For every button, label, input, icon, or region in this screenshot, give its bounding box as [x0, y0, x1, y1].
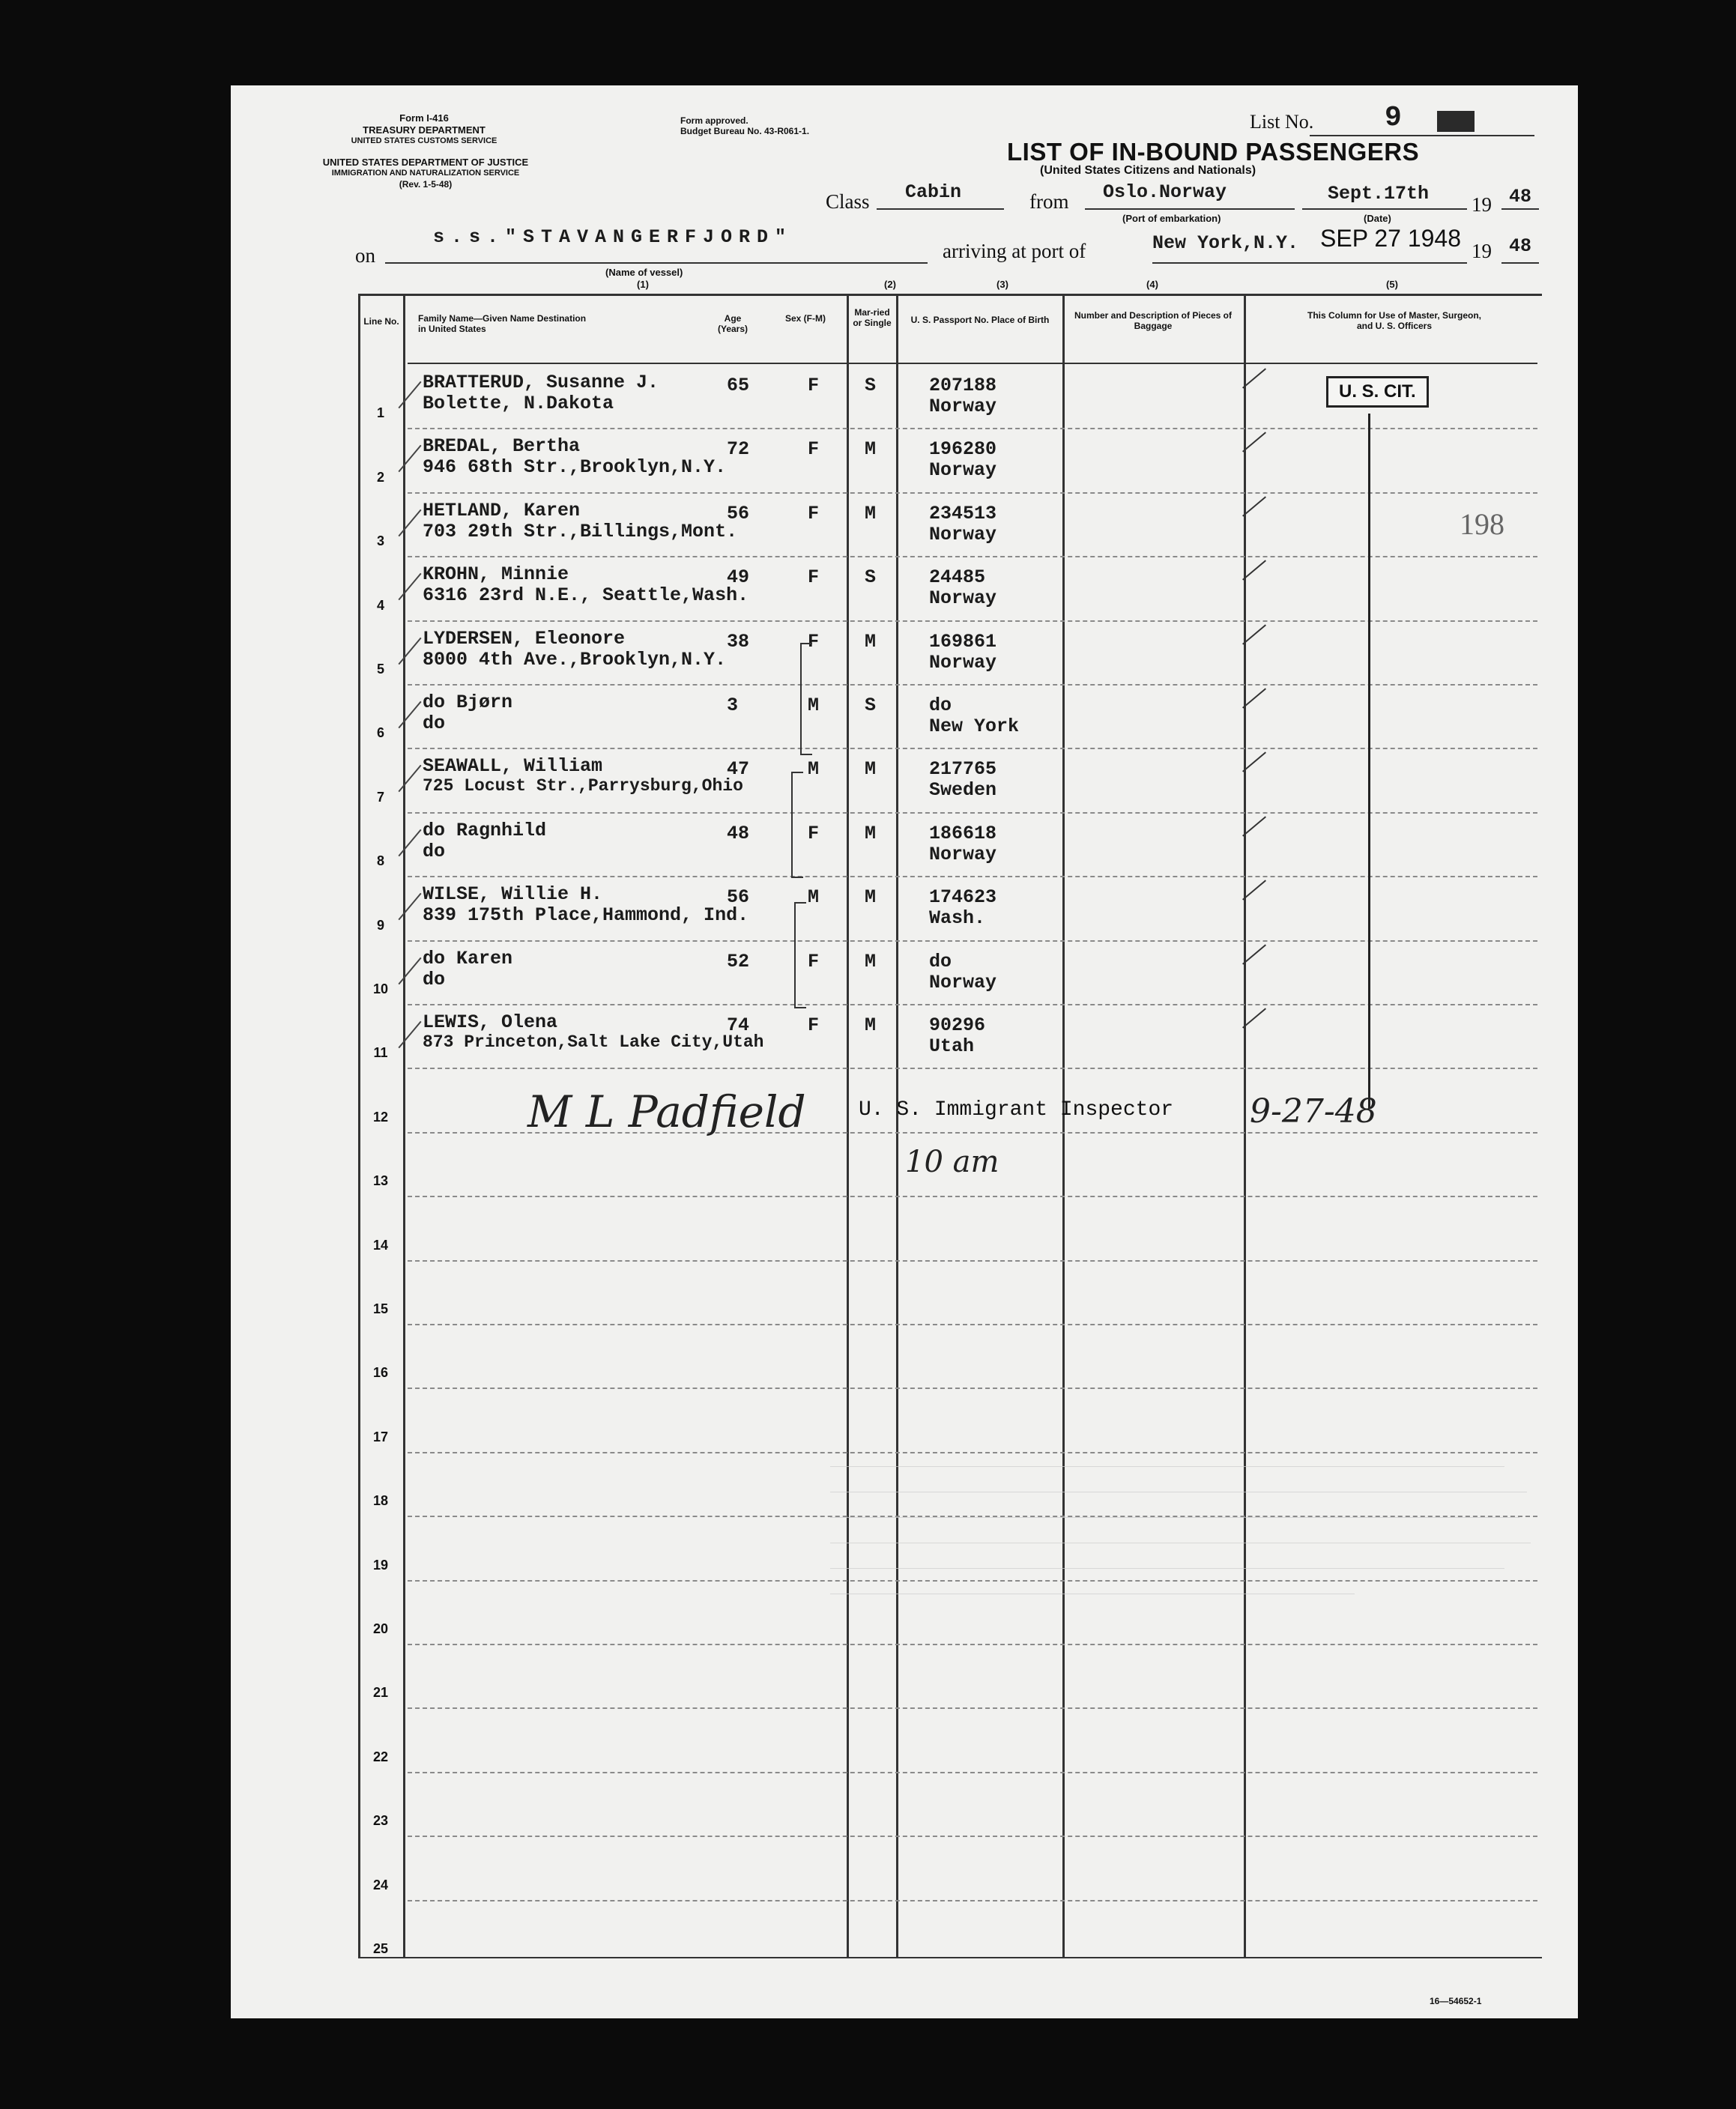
place-of-birth: Sweden [929, 779, 997, 802]
row-rule [408, 1707, 1537, 1709]
row-rule [408, 1388, 1537, 1389]
header-name: Family Name—Given Name Destination in United States [418, 313, 587, 334]
line-number: 13 [372, 1173, 389, 1189]
class-value: Cabin [905, 181, 962, 203]
rule [877, 208, 1004, 210]
from-value: Oslo.Norway [1103, 181, 1227, 203]
family-bracket [791, 772, 803, 878]
line-number: 8 [376, 853, 384, 869]
passport-number: do [929, 695, 952, 716]
rule [1152, 262, 1467, 264]
row-rule [408, 1644, 1537, 1645]
passenger-marital-status: S [865, 566, 877, 589]
passport-number: do [929, 950, 952, 972]
line-number: 7 [376, 789, 384, 805]
date-caption: (Date) [1364, 213, 1391, 224]
passenger-sex: F [808, 375, 820, 396]
rule [1310, 135, 1534, 136]
passenger-name: do Karen [423, 947, 513, 969]
passenger-sex: F [808, 566, 820, 589]
passenger-age: 56 [727, 502, 750, 524]
passenger-marital-status: S [865, 375, 877, 396]
rule [385, 262, 928, 264]
vessel-name: s.s."STAVANGERFJORD" [433, 226, 793, 248]
line-number: 17 [372, 1429, 389, 1444]
passenger-age: 52 [727, 950, 750, 972]
rule [1302, 208, 1467, 210]
line-number: 4 [376, 597, 384, 613]
department-of-justice: UNITED STATES DEPARTMENT OF JUSTICE [322, 157, 529, 168]
passenger-marital-status: M [865, 758, 877, 781]
row-rule [408, 1836, 1537, 1837]
table-bottom-rule [358, 1957, 1542, 1958]
passenger-destination: 8000 4th Ave.,Brooklyn,N.Y. [423, 648, 727, 671]
passenger-sex: M [808, 695, 820, 716]
row-rule [408, 1772, 1537, 1773]
passenger-age: 65 [727, 375, 750, 396]
passport-number: 174623 [929, 886, 997, 909]
passenger-marital-status: M [865, 822, 877, 844]
line-number: 11 [373, 1045, 388, 1061]
year-suffix: 48 [1509, 186, 1532, 208]
line-number: 10 [372, 981, 389, 996]
arriving-label: arriving at port of [943, 240, 1086, 262]
us-citizen-stamp: U. S. CIT. [1326, 376, 1429, 408]
place-of-birth: New York [929, 715, 1020, 737]
passenger-marital-status: M [865, 438, 877, 461]
passenger-destination: 873 Princeton,Salt Lake City,Utah [423, 1032, 764, 1052]
line-number: 25 [372, 1941, 389, 1956]
passenger-marital-status: M [865, 502, 877, 524]
passenger-destination: 703 29th Str.,Billings,Mont. [423, 520, 738, 542]
line-number: 9 [376, 917, 384, 933]
place-of-birth: Utah [929, 1035, 975, 1057]
row-rule [408, 1324, 1537, 1325]
passenger-sex: F [808, 502, 820, 524]
passenger-destination: 725 Locust Str.,Parrysburg,Ohio [423, 776, 743, 796]
line-number: 24 [372, 1877, 389, 1892]
table-top-rule [358, 294, 1542, 296]
passenger-age: 38 [727, 630, 750, 653]
passenger-marital-status: M [865, 886, 877, 909]
passenger-age: 56 [727, 886, 750, 909]
place-of-birth: Norway [929, 459, 997, 482]
margin-check-mark [398, 509, 421, 537]
passenger-sex: F [808, 1014, 820, 1036]
footer-code: 16—54652-1 [1430, 1996, 1482, 2006]
passenger-destination: do [423, 968, 446, 990]
line-number: 15 [372, 1301, 389, 1316]
place-of-birth: Norway [929, 587, 997, 610]
passport-number: 196280 [929, 438, 997, 461]
place-of-birth: Norway [929, 523, 997, 545]
form-approved: Form approved. [680, 115, 748, 126]
line-number: 5 [376, 662, 384, 677]
from-label: from [1029, 190, 1069, 213]
line-number: 14 [372, 1237, 389, 1253]
family-bracket [800, 643, 812, 755]
passenger-destination: Bolette, N.Dakota [423, 393, 614, 414]
passenger-name: HETLAND, Karen [423, 499, 581, 521]
rule [1501, 262, 1539, 264]
row-rule [408, 1260, 1537, 1262]
passenger-marital-status: M [865, 950, 877, 972]
row-rule [408, 1900, 1537, 1901]
inspector-signature: M L Padfield [527, 1086, 806, 1137]
ditto-vertical-line [1368, 414, 1370, 1109]
line-number: 23 [372, 1813, 389, 1829]
passenger-destination: 6316 23rd N.E., Seattle,Wash. [423, 584, 749, 607]
header-line-no: Line No. [363, 316, 399, 327]
passenger-sex: F [808, 822, 820, 844]
margin-check-mark [398, 445, 421, 473]
col-num-5: (5) [1386, 279, 1398, 290]
header-baggage: Number and Description of Pieces of Baggage [1074, 310, 1233, 331]
place-of-birth: Norway [929, 843, 997, 865]
line-number: 1 [376, 405, 384, 421]
passenger-name: WILSE, Willie H. [423, 883, 603, 906]
passenger-sex: F [808, 950, 820, 972]
departure-date: Sept.17th [1328, 183, 1430, 205]
margin-check-mark [398, 637, 421, 665]
passenger-marital-status: S [865, 695, 877, 716]
passenger-sex: F [808, 438, 820, 461]
margin-check-mark [398, 893, 421, 921]
passenger-age: 49 [727, 566, 750, 589]
passenger-sex: M [808, 758, 820, 781]
line-number: 3 [376, 533, 384, 549]
row-rule [408, 1196, 1537, 1197]
side-page-number: 198 [1460, 507, 1504, 541]
col-num-1: (1) [637, 279, 649, 290]
passenger-sex: M [808, 886, 820, 909]
bleed-through-text [830, 1441, 1534, 1636]
header-sex: Sex (F-M) [785, 313, 826, 324]
margin-check-mark [398, 829, 421, 857]
passport-number: 207188 [929, 375, 997, 396]
margin-check-mark [398, 381, 421, 409]
margin-check-mark [398, 1021, 421, 1049]
arrival-year-prefix: 19 [1472, 240, 1492, 262]
manifest-page [231, 85, 1578, 2018]
passenger-name: SEAWALL, William [423, 755, 603, 778]
margin-check-mark [398, 765, 421, 793]
line-number: 16 [372, 1365, 389, 1381]
place-of-birth: Wash. [929, 907, 986, 930]
vessel-caption: (Name of vessel) [605, 267, 683, 278]
passenger-destination: do [423, 840, 446, 862]
form-number: Form I-416 [399, 112, 449, 124]
passenger-marital-status: M [865, 1014, 877, 1036]
list-no-redaction [1437, 111, 1475, 132]
passport-number: 24485 [929, 566, 986, 589]
passenger-name: do Bjørn [423, 692, 513, 713]
inspection-date: 9-27-48 [1250, 1092, 1377, 1131]
passenger-destination: 839 175th Place,Hammond, Ind. [423, 904, 749, 927]
passenger-age: 3 [727, 695, 739, 716]
header-age: Age (Years) [717, 313, 748, 334]
line-number: 6 [376, 725, 384, 741]
line-number: 2 [376, 469, 384, 485]
rule [1501, 208, 1539, 210]
class-label: Class [826, 190, 870, 213]
rule [1085, 208, 1295, 210]
col-num-2: (2) [884, 279, 896, 290]
line-number: 19 [372, 1557, 389, 1573]
line-number: 20 [372, 1621, 389, 1636]
passenger-age: 74 [727, 1014, 750, 1036]
ins-name: IMMIGRATION AND NATURALIZATION SERVICE [331, 169, 520, 178]
list-no-label: List No. [1250, 111, 1314, 133]
passenger-name: do Ragnhild [423, 819, 547, 841]
family-bracket [794, 902, 806, 1008]
revision: (Rev. 1-5-48) [399, 179, 453, 190]
budget-bureau: Budget Bureau No. 43-R061-1. [680, 126, 810, 136]
port-embarkation-caption: (Port of embarkation) [1122, 213, 1221, 224]
passenger-age: 47 [727, 758, 750, 781]
passenger-destination: do [423, 712, 446, 734]
document-title: LIST OF IN-BOUND PASSENGERS [1007, 138, 1420, 166]
on-label: on [355, 244, 375, 267]
passport-number: 90296 [929, 1014, 986, 1036]
margin-check-mark [398, 701, 421, 729]
line-number: 18 [372, 1493, 389, 1509]
year-prefix: 19 [1472, 193, 1492, 216]
passenger-age: 48 [727, 822, 750, 844]
header-passport: U. S. Passport No. Place of Birth [910, 315, 1050, 325]
line-number: 22 [372, 1749, 389, 1764]
passport-number: 169861 [929, 630, 997, 653]
passenger-sex: F [808, 630, 820, 653]
header-officers: This Column for Use of Master, Surgeon, and U. S. Officers [1307, 310, 1482, 331]
arrival-date-stamp: SEP 27 1948 [1320, 225, 1462, 252]
line-number: 21 [372, 1685, 389, 1701]
arrival-year-suffix: 48 [1509, 235, 1532, 257]
passenger-name: KROHN, Minnie [423, 563, 569, 586]
place-of-birth: Norway [929, 651, 997, 674]
header-bottom-rule [408, 363, 1537, 364]
col-rule [403, 294, 405, 1957]
col-num-3: (3) [996, 279, 1008, 290]
passport-number: 234513 [929, 502, 997, 524]
place-of-birth: Norway [929, 396, 997, 417]
inspection-time: 10 am [905, 1145, 999, 1179]
document-subtitle: (United States Citizens and Nationals) [1040, 164, 1256, 177]
passport-number: 217765 [929, 758, 997, 781]
passenger-destination: 946 68th Str.,Brooklyn,N.Y. [423, 456, 727, 479]
margin-check-mark [398, 573, 421, 601]
col-num-4: (4) [1146, 279, 1158, 290]
passenger-marital-status: M [865, 630, 877, 653]
header-married: Mar-ried or Single [853, 307, 892, 328]
treasury-department: TREASURY DEPARTMENT [363, 124, 486, 136]
passenger-name: LEWIS, Olena [423, 1011, 558, 1033]
margin-check-mark [398, 957, 421, 984]
passenger-name: BRATTERUD, Susanne J. [423, 372, 659, 393]
passenger-name: BREDAL, Bertha [423, 435, 581, 458]
inspector-title: U. S. Immigrant Inspector [859, 1098, 1174, 1122]
passenger-name: LYDERSEN, Eleonore [423, 627, 626, 650]
passenger-age: 72 [727, 438, 750, 461]
list-no-value: 9 [1385, 102, 1402, 134]
customs-service: UNITED STATES CUSTOMS SERVICE [351, 136, 497, 145]
arrival-port: New York,N.Y. [1152, 232, 1299, 254]
place-of-birth: Norway [929, 971, 997, 993]
passport-number: 186618 [929, 822, 997, 844]
line-number: 12 [372, 1109, 389, 1125]
